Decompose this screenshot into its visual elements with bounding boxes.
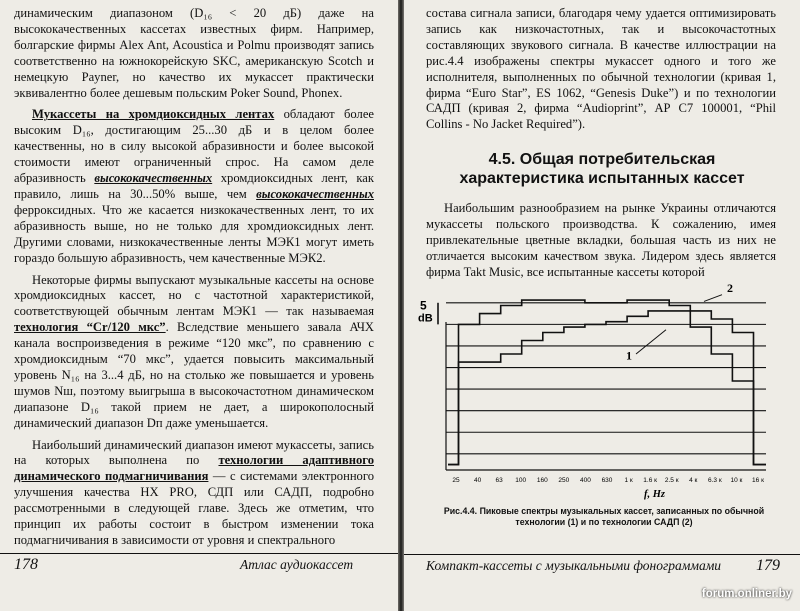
x-tick-label: 10 к (730, 477, 743, 484)
spectrum-chart (404, 278, 800, 500)
x-tick-label: 1.6 к (643, 477, 657, 484)
text-run: Некоторые фирмы выпускают музыкальные кассеты на основе хромдиоксидных кассет, но с частотной характеристикой, соответствующей обычным лентам МЭК1 — так называемая (14, 272, 374, 319)
paragraph (14, 6, 374, 101)
emphasized-text: высококачественных (256, 186, 374, 201)
x-tick-label: 4 к (689, 477, 698, 484)
text-run: — с системами электронного улучшения качества HX PRO, СДП или САДП, подробно рассмотренными в следующей главе. Здесь же отметим, что принцип их работы состоит в быстром изменении тока подмагничивания в зависимости от уровня и спектрального (14, 469, 374, 547)
series-1-line (448, 311, 766, 465)
x-tick-label: 6.3 к (708, 477, 722, 484)
x-tick-label: 250 (558, 477, 570, 484)
y-axis-label: dB (418, 312, 433, 325)
text-run: ферроксидных. Что же касается низкокачественных лент, то их абразивность выше, но не только для хромдиоксидных лент. Другими словами, низкокачественные ленты МЭК1 могут иметь гораздо большую абразивность, чем качественные МЭК2. (14, 202, 374, 265)
paragraph (14, 438, 374, 549)
page-number-left: 178 (14, 556, 38, 573)
x-tick-label: 100 (515, 477, 527, 484)
footer-title-right: Компакт-кассеты с музыкальными фонограммами (426, 558, 722, 573)
x-tick-label: 25 (452, 477, 460, 484)
emphasized-text: Мукассеты на хромдиоксидных лентах (32, 107, 275, 122)
right-page (404, 0, 800, 611)
emphasized-text: высококачественных (94, 171, 213, 186)
x-axis-label: f, Hz (644, 489, 665, 500)
curve-label-2: 2 (727, 281, 733, 295)
text-run: хромдиоксидных лент, как правило, лишь на 30...50% выше, чем (14, 171, 374, 201)
x-tick-label: 16 к (752, 477, 764, 484)
scale-label: 5 (420, 298, 427, 313)
x-tick-label: 630 (601, 477, 613, 484)
left-page-footer (0, 553, 398, 578)
x-tick-label: 40 (473, 477, 482, 484)
chart-labels (418, 281, 764, 500)
text-run: . Вследствие меньшего завала АЧХ канала воспроизведения в режиме “120 мкс”, по сравнению с хромдиоксидным “70 мкс”, удается повысить максимальный уровень N₁₆ на 3...4 дБ, но на столько же повышается и уровень шумов Nш, поэтому выигрыша в высокочастотном динамическом диапазоне D₁₆ такой прием не дает, а широкополосный динамический диапазон Dп даже уменьшается. (14, 320, 375, 430)
curve-label-1: 1 (626, 348, 632, 363)
page-number-right: 179 (756, 557, 780, 574)
x-tick-label: 400 (579, 477, 591, 484)
left-page-text (14, 6, 374, 555)
x-tick-label: 2.5 к (664, 477, 679, 484)
section-heading: 4.5. Общая потребительская характеристика испытанных кассет (459, 151, 745, 187)
paragraph (426, 201, 776, 281)
emphasized-text: технологии адаптивного динамического подмагничивания (14, 453, 374, 484)
text-run: динамическим диапазоном (D₁₆ < 20 дБ) даже на высококачественных кассетах известных фирм. Например, болгарские фирмы Alex Ant, Acoustica и Polmu производят запись соответственно на южнокорейскую SKC, американскую Scotch и немецкую Payner, но качество их мукассет практически эквивалентно более дешевым польским Poker Sound, Phonex. (14, 6, 374, 100)
text-run: Наибольшим разнообразием на рынке Украины отличаются мукассеты польского производства. К сожалению, имея привлекательные цветные вкладки, большая часть из них не отличается высоким качеством звука. Лидером здесь является фирма Takt Music, все испытанные кассеты которой (426, 201, 776, 279)
x-tick-label: 63 (495, 477, 503, 484)
right-page-top-text (426, 6, 776, 139)
text-run: обладают более высоким D₁₆, достигающим 25...30 дБ и в целом более качественны, но в силу высокой абразивности и более высокой стоимости имеют ограниченный спрос. На самом деле абразивность (14, 107, 375, 186)
emphasized-text: технология “Cr/120 мкс” (14, 320, 166, 335)
curve-label-1-leader (636, 330, 666, 354)
watermark: forum.onliner.by (701, 588, 792, 600)
x-tick-label: 160 (536, 477, 548, 484)
chart-grid (438, 303, 766, 470)
paragraph (14, 107, 374, 266)
x-tick-label: 1 к (624, 477, 633, 484)
text-run: состава сигнала записи, благодаря чему удается оптимизировать запись как низкочастотных, так и высокочастотных составляющих звукового сигнала. В качестве иллюстрации на рис.4.4 изображены спектры мукассет одного и того же исполнителя, выполненных по обычной технологии (кривая 1, фирма “Euro Star”, ES 1062, “Genesis Duke”) и по технологии САДП (кривая 2, фирма “Audioprint”, АР С7 100001, “Phil Collins - No Jacket Required”). (426, 6, 776, 132)
left-page (0, 0, 398, 611)
footer-title-left: Атлас аудиокассет (240, 557, 354, 572)
right-page-footer (404, 554, 800, 579)
figure-caption: Рис.4.4. Пиковые спектры музыкальных кассет, записанных по обычной технологии (1) и по технологии САДП (2) (443, 506, 765, 527)
text-run: Наибольший динамический диапазон имеют мукассеты, запись на которых выполнена по (14, 437, 374, 468)
paragraph (14, 273, 374, 432)
paragraph (426, 6, 776, 133)
curve-label-2-leader (704, 295, 722, 302)
right-page-body-text (426, 201, 776, 287)
